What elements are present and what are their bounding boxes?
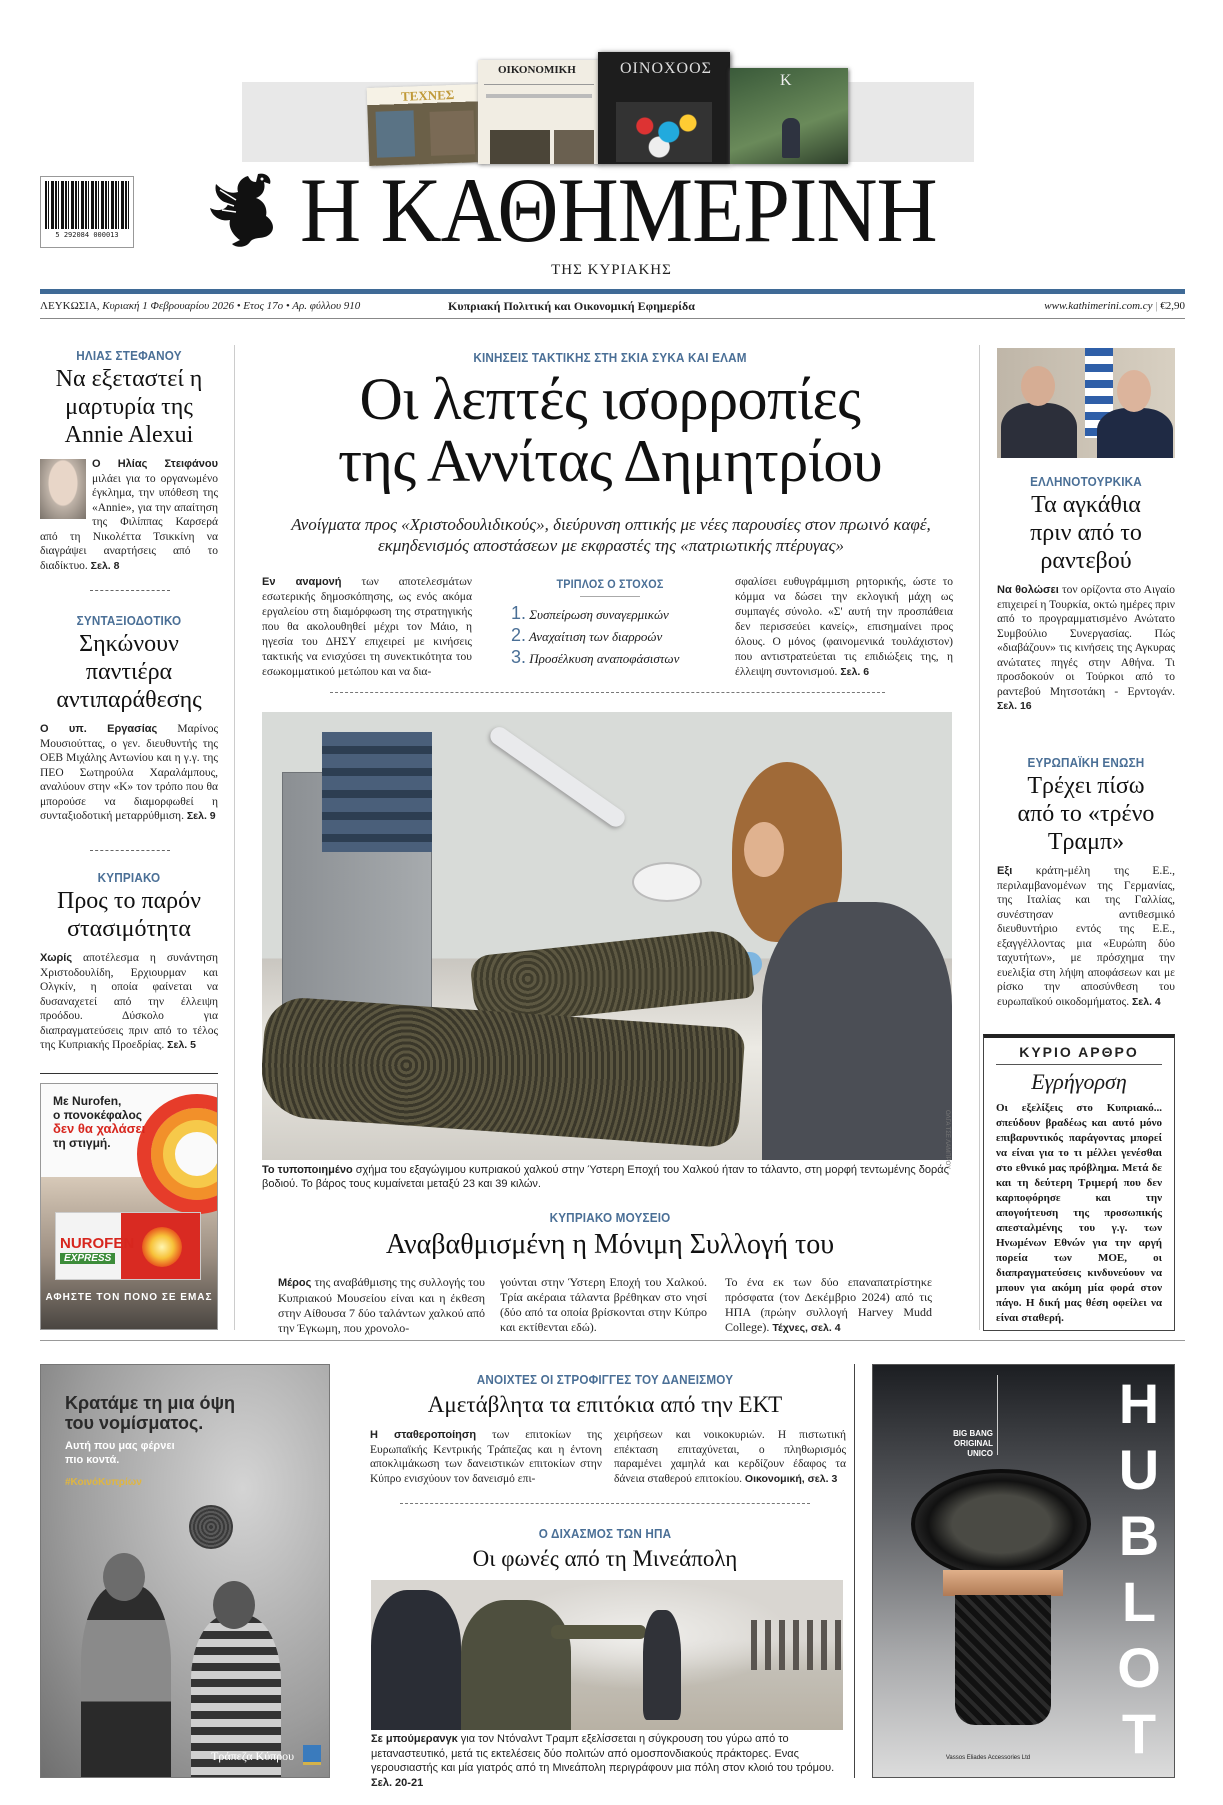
lead-headline-line: Οι λεπτές ισορροπίες: [359, 366, 861, 432]
ecb-headline[interactable]: Αμετάβλητα τα επιτόκια από την ΕΚΤ: [427, 1392, 783, 1417]
page-ref[interactable]: Οικονομική, σελ. 3: [744, 1472, 838, 1485]
ad-copy: [53, 1094, 145, 1150]
page-ref[interactable]: Τέχνες, σελ. 4: [772, 1322, 841, 1334]
story-text: μιλάει για το οργανωμένο έγκλημα, την υπόθεση της «Annie», για την απαίτηση της Φιλίππας Καρσερά από τη Νικολέττα Τσικκίνη να διαγράψει αναρτήσεις από το διαδίκτυο.: [40, 472, 218, 572]
supplement-oinochoos[interactable]: [598, 52, 730, 164]
microscope-arm: [487, 724, 628, 831]
sunburst-icon: [142, 1227, 182, 1267]
caption-text: για τον Ντόναλντ Τραμπ εξελίσσεται η σύγκρουση του γύρω από το μεταναστευτικό, μετά τις εκτελέσεις δύο πολιτών από ομοσπονδιακούς πράκτορες. Ενας γερουσιαστής και μία γιατρός από τη Μινεάπολη περιγράφουν μια πόλη στον κλοιό του τρόμου.: [371, 1733, 835, 1774]
story-lead: Εξι: [997, 865, 1013, 877]
page-ref[interactable]: Σελ. 16: [997, 700, 1032, 712]
story-lead: Να θολώσει: [997, 584, 1059, 596]
boy-left-head: [103, 1553, 145, 1601]
tagline: Κυπριακή Πολιτική και Οικονομική Εφημερίδα: [448, 299, 695, 313]
lead-text: των αποτελεσμάτων εσωτερικής δημοσκόπησης, ως ενός ακόμα εργαλείου στη διαμόρφωση της στρατηγικής που θα ακολουθηθεί μέχρι τον Μάιο, η ηγεσία του ΔΗΣΥ επιχειρεί με κινήσεις τακτικής να ενισχύσει τη συνεκτικότητα του εσωκομματικού μετώπου και να δια-: [262, 576, 472, 678]
story-kicker: ΕΛΛΗΝΟΤΟΥΡΚΙΚΑ: [1030, 474, 1142, 489]
photo-minneapolis: [371, 1580, 843, 1730]
agent-arm: [551, 1625, 646, 1639]
story-body: [997, 583, 1175, 714]
woman-body: [762, 902, 952, 1160]
agent-1: [371, 1590, 461, 1730]
museum-headline[interactable]: Αναβαθμισμένη η Μόνιμη Συλλογή του: [385, 1229, 835, 1260]
lead-text: σφαλίσει ευθυγράμμιση ρητορικής, ώστε το κόμμα να δώσει την εκλογική μάχη ως συμπαγές σύνολο. «Σ' αυτή την προσπάθεια δεν περισσεύει κανείς», επισημαίνει προς όλους. Ο μόνος (φαινομενικά τουλάχιστον) που αντιστρατεύεται τις επιδιώξεις της, η έλλειψη συντονισμού.: [735, 576, 953, 678]
goals-box: [495, 577, 725, 669]
page-ref[interactable]: Σελ. 20-21: [371, 1776, 424, 1789]
barcode-number: 5 292084 000013: [55, 231, 119, 239]
bottom-section-rule: [40, 1340, 1185, 1341]
hublot-letters: [1114, 1371, 1164, 1767]
website-link[interactable]: www.kathimerini.com.cy: [1044, 300, 1153, 312]
divider: [90, 590, 170, 591]
story-text: αποτέλεσμα η συνάντηση Χριστοδουλίδη, Ερχιουρμαν και Ολγκίν, η οποία φαίνεται να δυσαναχετεί από την έλλειψη προόδου. Δύσκολο για διαπραγματεύσεις πριν από το τέλος της Κυπριακής Προεδρίας.: [40, 952, 218, 1051]
brand-letter: O: [1117, 1636, 1161, 1699]
editorial-rule: [996, 1064, 1162, 1065]
goal-item: [495, 603, 725, 625]
lead-lead-in: Εν αναμονή: [262, 576, 342, 588]
model-line: UNICO: [967, 1449, 993, 1458]
shelves: [322, 732, 432, 852]
story-body: [40, 951, 218, 1053]
story-body: [997, 864, 1175, 1009]
divider: [330, 692, 885, 693]
museum-text: Το ένα εκ των δύο επαναπατρίστηκε πρόσφατα (τον Δεκέμβριο 2024) από τις ΗΠΑ (πρώην συλλογή Harvey Mudd College).: [725, 1275, 932, 1334]
figures: [751, 1620, 841, 1670]
editorial-text: Οι εξελίξεις στο Κυπριακό... σπεύδουν βραδέως και αυτό μόνο επιβαρυντικός παράγοντας μπορεί να είναι για το τι μέλλει γενέσθαι στο εθνικό μας πρόβλημα. Μετά δε και τη δεύτερη Τριμερή που δεν καρποφόρησε και την απογοήτευση της προσωπικής απεσταλμένης του γ.γ. των Ηνωμένων Εθνών για την αργή πορεία των ΜΟΕ, οι διαπραγματεύσεις κινδυνεύουν να μπουν για ακόμη μία φορά στον πάγο. Η δική μας θέση οφείλει να είναι σταθερή.: [996, 1102, 1162, 1324]
brand-letter: T: [1121, 1702, 1157, 1765]
story-headline[interactable]: Τα αγκάθια πριν από το ραντεβού: [1030, 492, 1142, 574]
story-body: [40, 457, 218, 573]
supplement-oikonomiki[interactable]: [478, 60, 600, 164]
model-line: ORIGINAL: [953, 1439, 993, 1448]
hublot-dealer: Vassos Eliades Accessories Ltd: [945, 1755, 1031, 1761]
caption-lead: Σε μπούμερανγκ: [371, 1733, 458, 1745]
story-text: Μαρίνος Μουσιούττας, ο γεν. διευθυντής της ΟΕΒ Μιχάλης Αντωνίου και η γ.γ. της ΠΕΟ Σωτηρούλα Χαραλάμπους, αναλύουν στην «Κ» τον τρόπο που θα μπορούσε να διαμορφωθεί η συνταξιοδοτική μεταρρύθμιση.: [40, 723, 218, 822]
boy-right-head: [213, 1581, 255, 1629]
museum-kicker: ΚΥΠΡΙΑΚΟ ΜΟΥΣΕΙΟ: [549, 1210, 671, 1225]
bank-brand: Τράπεζα Κύπρου: [211, 1749, 295, 1763]
story-headline[interactable]: Να εξεταστεί η μαρτυρία της Annie Alexui: [55, 366, 203, 448]
supplement-label: ΟΙΚΟΝΟΜΙΚΗ: [498, 64, 576, 76]
lead-photo-museum: [262, 712, 952, 1160]
caption-text: σχήμα του εξαγώγιμου κυπριακού χαλκού στην Ύστερη Εποχή του Χαλκού ήταν το τάλαντο, στη μορφή τεντωμένης δοράς βοδιού. Το βάρος τους κυμαίνεται μεταξύ 23 και 39 κιλών.: [262, 1164, 949, 1190]
ecb-lead-in: Η σταθεροποίηση: [370, 1429, 477, 1441]
goal-text: Συσπείρωση συναγερμικών: [529, 607, 669, 622]
barcode-bars-icon: [45, 181, 129, 229]
divider: [400, 1503, 810, 1504]
column-rule: [979, 345, 980, 1330]
right-story-2[interactable]: [997, 755, 1175, 1009]
story-headline[interactable]: Τρέχει πίσω από το «τρένο Τραμπ»: [1017, 773, 1155, 855]
lead-column-1: [262, 575, 472, 680]
museum-text: γούνται στην Ύστερη Εποχή του Χαλκού. Τρία ακέραια τάλαντα βρέθηκαν στο νησί (δύο από τα οποία βρίσκονται στην Κύπρο και εκτίθενται εδώ).: [500, 1275, 707, 1334]
page-ref[interactable]: Σελ. 6: [840, 666, 870, 678]
museum-lead-in: Μέρος: [278, 1277, 312, 1289]
supplement-k[interactable]: [730, 68, 848, 164]
supplement-texnes[interactable]: [367, 84, 485, 166]
caption-lead: Το τυποποιημένο: [262, 1164, 353, 1176]
person-right: [1097, 408, 1173, 458]
price: €2,90: [1160, 300, 1185, 312]
bank-subline: Αυτή που μας φέρνει πιο κοντά.: [65, 1440, 175, 1466]
lead-standfirst: Ανοίγματα προς «Χριστοδουλιδικούς», διεύρυνση οπτικής με νέες παρουσίες στον πρωινό καφέ, εκμηδενισμός αποστάσεων με εκφραστές της «πατριωτικής πτέρυγας»: [291, 515, 931, 555]
woman-face: [744, 822, 784, 877]
ad-line: τη στιγμή.: [53, 1136, 111, 1150]
author-photo: [40, 459, 86, 519]
goals-title: ΤΡΙΠΛΟΣ Ο ΣΤΟΧΟΣ: [556, 577, 664, 591]
right-story-1[interactable]: [997, 474, 1175, 714]
person-left-head: [1021, 366, 1055, 406]
editorial-title: Εγρήγορση: [1031, 1069, 1127, 1094]
coin-icon: [189, 1505, 233, 1549]
ecb-kicker: ΑΝΟΙΧΤΕΣ ΟΙ ΣΤΡΟΦΙΓΓΕΣ ΤΟΥ ΔΑΝΕΙΣΜΟΥ: [476, 1372, 734, 1387]
supplement-label: K: [780, 72, 792, 89]
story-lead: Ο υπ. Εργασίας: [40, 723, 158, 735]
museum-column-1: [278, 1275, 485, 1336]
goal-number: 3.: [511, 647, 527, 667]
model-line: BIG BANG: [953, 1429, 993, 1438]
griffin-logo-icon: [206, 170, 290, 250]
ad-nurofen[interactable]: [40, 1083, 218, 1330]
agent-2: [461, 1600, 571, 1730]
left-story-1[interactable]: [40, 348, 218, 573]
divider: [40, 1073, 218, 1074]
bank-logo-icon: [303, 1745, 321, 1765]
goal-text: Προσέλκυση αναποφάσιστων: [529, 651, 680, 666]
dateline-city: ΛΕΥΚΩΣΙΑ,: [40, 300, 100, 312]
supplement-label: ΤΕΧΝΕΣ: [400, 86, 455, 104]
story-lead: Χωρίς: [40, 952, 73, 964]
ad-line: δεν θα χαλάσει: [53, 1121, 146, 1136]
ad-bank-of-cyprus[interactable]: [40, 1364, 330, 1778]
story-kicker: ΕΥΡΩΠΑΪΚΗ ΕΝΩΣΗ: [1027, 755, 1145, 770]
story-body: [40, 722, 218, 824]
goals-title-rule: [580, 596, 640, 597]
lead-headline[interactable]: [250, 368, 970, 492]
page-ref[interactable]: Σελ. 9: [186, 810, 216, 822]
story-kicker: ΣΥΝΤΑΞΙΟΔΟΤΙΚΟ: [76, 613, 182, 628]
masthead-rule: [40, 289, 1185, 294]
hublot-vertical-rule: [997, 1375, 998, 1455]
lead-headline-line: της Αννίτας Δημητρίου: [337, 428, 883, 494]
museum-column-3: [725, 1275, 932, 1336]
photo-credit: ΟΛΓΑ ΤΣΕ ΛΑΜΠΡΟΥ: [944, 1110, 950, 1170]
ecb-text: των επιτοκίων της Ευρωπαϊκής Κεντρικής Τράπεζας και η έντονη αποκλιμάκωση των δανειστικών επιτοκίων στην Κύπρο ενισχύουν τον δανεισμό επι-: [370, 1429, 602, 1485]
page-ref[interactable]: Σελ. 8: [90, 559, 120, 572]
photo-erdogan-mitsotakis: [997, 348, 1175, 458]
brand-letter: B: [1118, 1504, 1160, 1567]
goal-number: 1.: [511, 603, 527, 623]
page-ref[interactable]: Σελ. 5: [167, 1039, 196, 1051]
site-and-price: [980, 300, 1185, 312]
editorial-box[interactable]: [983, 1034, 1175, 1331]
usa-caption: [371, 1732, 846, 1790]
story-text: κράτη-μέλη της Ε.Ε., περιλαμβανομένων της Γερμανίας, της Ιταλίας και της Γαλλίας, συνέστησαν αντιθεσμικό διευθυντήριο εντός της Ε.Ε., εξαγγέλλοντας μια «Ευρώπη δύο ταχυτήτων», με πρόσχημα την ευελιξία στη λήψη αποφάσεων και με ρίσκο την αποσύνθεση του ευρωπαϊκού οικοδομήματος.: [997, 865, 1175, 1008]
brand-letter: L: [1121, 1570, 1157, 1633]
bank-hashtag: #ΚοινόΚυπρίων: [65, 1477, 142, 1488]
divider: [90, 850, 170, 851]
hublot-model: [913, 1429, 993, 1459]
story-text: τον ορίζοντα στο Αιγαίο επιχειρεί η Τουρκία, οκτώ ημέρες πριν από το προγραμματισμένο Ανώτατο Συμβούλιο Συνεργασίας. Πώς «διαβάζουν» τις κινήσεις της Αγκυρας ανώτατες πηγές στην Αθήνα. Τι προσδοκούν οι Τούρκοι από το ραντεβού Μητσοτάκη - Ερντογάν.: [997, 584, 1175, 698]
story-headline[interactable]: Σηκώνουν παντιέρα αντιπαράθεσης: [56, 631, 202, 713]
watch-strap-icon: [955, 1595, 1051, 1725]
editorial-label: ΚΥΡΙΟ ΑΡΘΡΟ: [1019, 1044, 1139, 1060]
ecb-column-1: [370, 1428, 602, 1486]
watch-lug-icon: [943, 1570, 1063, 1596]
protester: [643, 1610, 681, 1720]
brand-letter: U: [1118, 1438, 1160, 1501]
boy-left: [81, 1585, 171, 1778]
dateline-rule: [40, 318, 1185, 319]
nurofen-box: [55, 1212, 201, 1280]
usa-kicker: Ο ΔΙΧΑΣΜΟΣ ΤΩΝ ΗΠΑ: [538, 1526, 672, 1541]
bank-headline: Κρατάμε τη μια όψη του νομίσματος.: [65, 1393, 236, 1433]
goal-text: Αναχαίτιση των διαρροών: [529, 629, 663, 644]
masthead-subtitle: ΤΗΣ ΚΥΡΙΑΚΗΣ: [551, 262, 672, 278]
ecb-text: χειρήσεων και νοικοκυριών. Η πιστωτική επέκταση επιταχύνεται, ο πληθωρισμός παραμένει χαμηλά και κερδίζουν έδαφος τα δάνεια σταθερού επιτοκίου.: [614, 1429, 846, 1485]
column-rule: [854, 1364, 855, 1778]
dateline-date: Κυριακή 1 Φεβρουαρίου 2026 • Ετος 17ο • Αρ. φύλλου 910: [102, 300, 361, 312]
goal-item: [495, 647, 725, 669]
dateline: [40, 300, 360, 312]
museum-caption: [262, 1163, 962, 1191]
story-kicker: ΚΥΠΡΙΑΚΟ: [97, 870, 161, 885]
usa-headline[interactable]: Οι φωνές από τη Μινεάπολη: [472, 1546, 738, 1571]
page-ref[interactable]: Σελ. 4: [1131, 995, 1161, 1008]
masthead-title: Η ΚΑΘΗΜΕΡΙΝΗ: [300, 159, 937, 261]
rainbow-graphic: [137, 1094, 218, 1214]
left-story-2[interactable]: [40, 613, 218, 824]
person-left: [1001, 403, 1077, 458]
price-divider: |: [1155, 300, 1161, 312]
lamp: [632, 862, 702, 902]
nurofen-brand: NUROFEN: [60, 1235, 135, 1252]
museum-text: της αναβάθμισης της συλλογής του Κυπριακού Μουσείου είναι και η έκθεση στην Αίθουσα 7 δύο ταλάντων χαλκού από την Έγκωμη, που χρονολο-: [278, 1275, 485, 1335]
goal-item: [495, 625, 725, 647]
lead-column-3: [735, 575, 953, 680]
oxhide-ingot-2: [262, 995, 746, 1148]
story-headline[interactable]: Προς το παρόν στασιμότητα: [57, 888, 201, 942]
left-story-3[interactable]: [40, 870, 218, 1053]
goal-number: 2.: [511, 625, 527, 645]
ad-slogan: ΑΦΗΣΤΕ ΤΟΝ ΠΟΝΟ ΣΕ ΕΜΑΣ: [45, 1292, 213, 1303]
museum-column-2: [500, 1275, 707, 1335]
nurofen-variant: EXPRESS: [60, 1253, 115, 1264]
ecb-column-2: [614, 1428, 846, 1486]
brand-letter: H: [1118, 1372, 1160, 1435]
ad-line: Με Nurofen,: [53, 1094, 122, 1108]
barcode: [40, 176, 134, 248]
story-kicker: ΗΛΙΑΣ ΣΤΕΦΑΝΟΥ: [76, 348, 182, 363]
ad-copy: [65, 1393, 265, 1488]
column-rule: [234, 345, 235, 1330]
ad-hublot[interactable]: [872, 1364, 1175, 1778]
lead-kicker: ΚΙΝΗΣΕΙΣ ΤΑΚΤΙΚΗΣ ΣΤΗ ΣΚΙΑ ΣΥΚΑ ΚΑΙ ΕΛΑΜ: [473, 350, 747, 365]
person-right-head: [1117, 370, 1151, 412]
ad-line: ο πονοκέφαλος: [53, 1108, 143, 1122]
supplement-label: ΟΙΝΟΧΟΟΣ: [620, 60, 712, 77]
story-lead: Ο Ηλίας Στειφάνου: [92, 458, 218, 470]
watch-case-icon: [911, 1469, 1091, 1579]
